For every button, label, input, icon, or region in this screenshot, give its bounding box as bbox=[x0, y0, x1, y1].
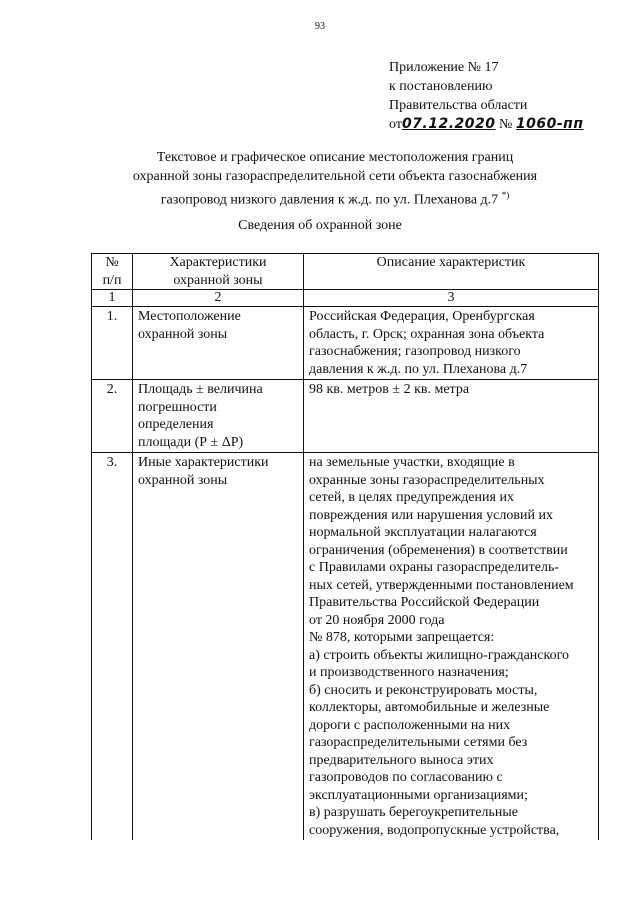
handwritten-date: 07.12.2020 bbox=[401, 116, 496, 132]
header-number: № п/п bbox=[92, 254, 133, 290]
page-number: 93 bbox=[315, 21, 325, 32]
appendix-block bbox=[389, 58, 584, 134]
title-footnote-mark: *) bbox=[501, 190, 510, 200]
row-characteristic: Местоположение охранной зоны bbox=[133, 307, 304, 380]
row-characteristic: Иные характеристики охранной зоны bbox=[133, 453, 304, 841]
document-title bbox=[100, 148, 570, 210]
handwritten-number: 1060-пп bbox=[515, 116, 584, 132]
row-description: Российская Федерация, Оренбургская область, г. Орск; охранная зона объекта газоснабжения; газопровод низкого давления к ж.д. по ул. Плеханова д.7 bbox=[304, 307, 599, 380]
appendix-date-line bbox=[389, 115, 584, 134]
row-description: на земельные участки, входящие в охранные зоны газораспределительных сетей, в целях предупреждения их повреждения или нарушения условий их нормальной эксплуатации налагаются ограничения (обременения) в соответствии с Правилами охраны газораспределитель- ных сетей, утвержденными постановлением Правительства Российской Федерации от 20 ноября 2000 года № 878, которыми запрещается: а) строить объекты жилищно-гражданского и производственного назначения; б) сносить и реконструировать мосты, коллекторы, автомобильные и железные дороги с расположенными на них газораспределительными сетями без предварительного выноса этих газопроводов по согласованию с эксплуатационными организациями; в) разрушать берегоукрепительные сооружения, водопропускные устройства, bbox=[304, 453, 599, 841]
row-characteristic: Площадь ± величина погрешности определения площади (Р ± ΔР) bbox=[133, 380, 304, 453]
row-number: 1. bbox=[92, 307, 133, 380]
section-subtitle: Сведения об охранной зоне bbox=[238, 218, 402, 233]
from-prefix: от bbox=[389, 117, 402, 132]
row-number: 2. bbox=[92, 380, 133, 453]
column-number-2: 2 bbox=[133, 290, 304, 307]
row-description: 98 кв. метров ± 2 кв. метра bbox=[304, 380, 599, 453]
column-number-1: 1 bbox=[92, 290, 133, 307]
table-header-row bbox=[92, 254, 599, 290]
title-line-3 bbox=[100, 186, 570, 210]
row-number: 3. bbox=[92, 453, 133, 841]
column-number-3: 3 bbox=[304, 290, 599, 307]
title-line-2: охранной зоны газораспределительной сети объекта газоснабжения bbox=[132, 169, 538, 184]
header-description: Описание характеристик bbox=[304, 254, 599, 290]
title-line-1: Текстовое и графическое описание местоположения границ bbox=[156, 150, 514, 165]
appendix-line-3: Правительства области bbox=[389, 98, 528, 113]
appendix-line-2: к постановлению bbox=[389, 79, 493, 94]
appendix-line-1: Приложение № 17 bbox=[389, 60, 499, 75]
header-characteristics: Характеристики охранной зоны bbox=[133, 254, 304, 290]
number-sign: № bbox=[499, 117, 513, 132]
column-numbers-row bbox=[92, 290, 599, 307]
title-line-3-text: газопровод низкого давления к ж.д. по ул. Плеханова д.7 bbox=[160, 192, 499, 208]
table-row bbox=[92, 307, 599, 380]
table-row bbox=[92, 380, 599, 453]
table-row bbox=[92, 453, 599, 841]
protection-zone-table bbox=[91, 253, 599, 840]
